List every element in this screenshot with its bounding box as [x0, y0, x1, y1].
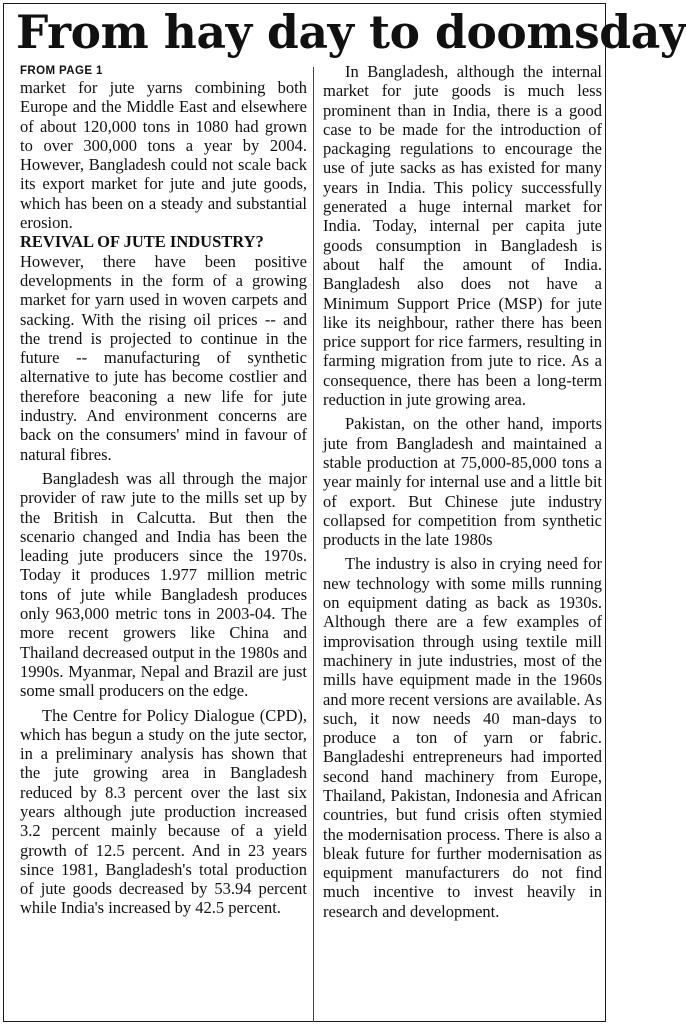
headline: From hay day to doomsday: [16, 5, 686, 59]
paragraph: market for jute yarns combining both Europe and the Middle East and elsewhere of about 120,000 tons in 1080 had grown to over 300,000 tons a year by 2004. However, Bangladesh could not scale back its export market for jute and jute goods, which has been on a steady and substantial erosion.: [20, 78, 307, 233]
left-column: [20, 62, 307, 918]
column-divider: [313, 67, 314, 1022]
kicker: FROM PAGE 1: [20, 65, 103, 77]
paragraph: Pakistan, on the other hand, imports jute from Bangladesh and maintained a stable production at 75,000-85,000 tons a year mainly for internal use and a little bit of export. But Chinese jute industry collapsed for competition from synthetic products in the late 1980s: [323, 414, 602, 550]
paragraph: However, there have been positive developments in the form of a growing market for yarn used in woven carpets and sacking. With the rising oil prices -- and the trend is projected to continue in the future -- manufacturing of synthetic alternative to jute has become costlier and therefore beaconing a new life for jute industry. And environment concerns are back on the consumers' mind in favour of natural fibres.: [20, 251, 307, 464]
paragraph: In Bangladesh, although the internal market for jute goods is much less prominent than in India, there is a good case to be made for the introduction of packaging regulations to encourage the use of jute sacks as has existed for many years in India. This policy successfully generated a huge internal market for India. Today, internal per capita jute goods consumption in Bangladesh is about half the amount of India. Bangladesh also does not have a Minimum Support Price (MSP) for jute like its neighbour, rather there has been price support for rice farmers, resulting in farming migration from jute to rice. As a consequence, there has been a long-term reduction in jute growing area.: [323, 62, 602, 410]
article-clipping: [3, 3, 686, 1022]
paragraph: Bangladesh was all through the major provider of raw jute to the mills set up by the British in Calcutta. But then the scenario changed and India has been the leading jute producers since the 1970s. Today it produces 1.977 million metric tons of jute while Bangladesh produces only 963,000 metric tons in 2003-04. The more recent growers like China and Thailand decreased output in the 1980s and 1990s. Myanmar, Nepal and Brazil are just some small producers on the edge.: [20, 468, 307, 701]
paragraph: The Centre for Policy Dialogue (CPD), which has begun a study on the jute sector, in a preliminary analysis has shown that the jute growing area in Bangladesh reduced by 8.3 percent over the last six years although jute production increased 3.2 percent mainly because of a yield growth of 12.5 percent. And in 23 years since 1981, Bangladesh's total production of jute goods decreased by 53.94 percent while India's increased by 42.5 percent.: [20, 705, 307, 918]
right-column: [323, 62, 602, 921]
paragraph: The industry is also in crying need for new technology with some mills running on equipment dating as back as 1930s. Although there are a few examples of improvisation through using textile mill machinery in jute industries, most of the mills have equipment made in the 1960s and more recent versions are available. As such, it now needs 40 man-days to produce a ton of yarn or fabric. Bangladeshi entrepreneurs had imported second hand machinery from Europe, Thailand, Pakistan, Indonesia and African countries, but fund crisis often stymied the modernisation process. There is also a bleak future for further modernisation as equipment manufacturers do not find much incentive to invest heavily in research and development.: [323, 554, 603, 921]
subheading: REVIVAL OF JUTE INDUSTRY?: [20, 232, 264, 252]
